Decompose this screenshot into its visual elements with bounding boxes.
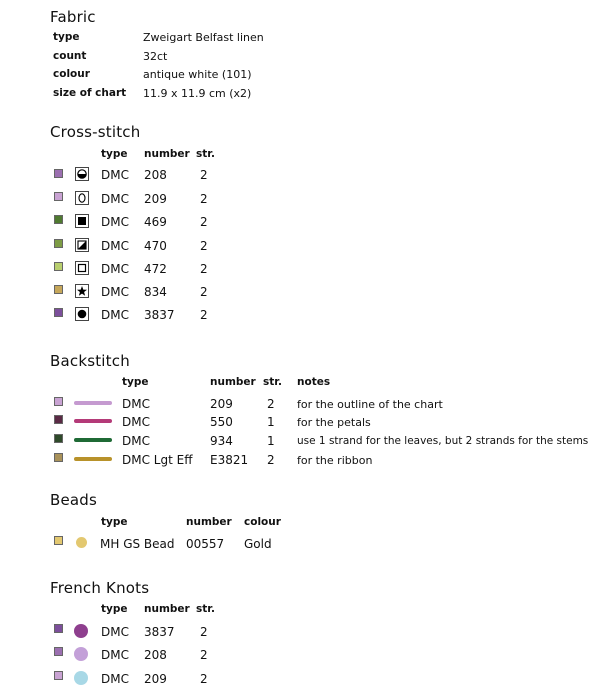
color-swatch bbox=[54, 262, 63, 271]
cross-stitch-col-strands: str. bbox=[196, 148, 215, 160]
thread-note: for the ribbon bbox=[297, 454, 373, 467]
color-swatch bbox=[54, 285, 63, 294]
thread-number: 834 bbox=[144, 285, 167, 299]
thread-type: DMC bbox=[101, 192, 129, 206]
beads-col-type: type bbox=[101, 516, 128, 528]
thread-strands: 2 bbox=[200, 168, 208, 182]
thread-strands: 1 bbox=[267, 434, 275, 448]
backstitch-line-sample bbox=[74, 438, 112, 442]
cross-stitch-col-type: type bbox=[101, 148, 128, 160]
color-swatch bbox=[54, 215, 63, 224]
color-swatch bbox=[54, 647, 63, 656]
backstitch-col-number: number bbox=[210, 376, 256, 388]
star-icon bbox=[75, 284, 89, 298]
thread-type: DMC bbox=[101, 625, 129, 639]
thread-strands: 2 bbox=[200, 192, 208, 206]
thread-strands: 2 bbox=[267, 453, 275, 467]
bead-type: MH GS Bead bbox=[100, 537, 175, 551]
fabric-label-colour: colour bbox=[53, 68, 90, 80]
thread-strands: 2 bbox=[200, 239, 208, 253]
backstitch-col-notes: notes bbox=[297, 376, 331, 388]
backstitch-line-sample bbox=[74, 457, 112, 461]
fabric-value-count: 32ct bbox=[143, 50, 168, 63]
filled-square-icon bbox=[75, 214, 89, 228]
french-knots-heading: French Knots bbox=[50, 579, 150, 597]
knot-icon bbox=[74, 647, 88, 661]
thread-strands: 2 bbox=[200, 308, 208, 322]
color-swatch bbox=[54, 434, 63, 443]
square-outline-icon bbox=[75, 261, 89, 275]
thread-number: E3821 bbox=[210, 453, 249, 467]
thread-strands: 2 bbox=[200, 262, 208, 276]
thread-strands: 2 bbox=[200, 648, 208, 662]
bead-icon bbox=[76, 537, 87, 548]
fabric-heading: Fabric bbox=[50, 8, 96, 26]
color-swatch bbox=[54, 415, 63, 424]
fabric-value-size: 11.9 x 11.9 cm (x2) bbox=[143, 87, 252, 100]
thread-type: DMC bbox=[122, 397, 150, 411]
beads-col-colour: colour bbox=[244, 516, 281, 528]
thread-number: 469 bbox=[144, 215, 167, 229]
thread-number: 208 bbox=[144, 168, 167, 182]
thread-number: 934 bbox=[210, 434, 233, 448]
color-swatch bbox=[54, 624, 63, 633]
color-swatch bbox=[54, 239, 63, 248]
filled-circle-icon bbox=[75, 307, 89, 321]
beads-col-number: number bbox=[186, 516, 232, 528]
thread-number: 470 bbox=[144, 239, 167, 253]
thread-note: use 1 strand for the leaves, but 2 strands for the stems bbox=[297, 435, 589, 447]
thread-type: DMC bbox=[101, 239, 129, 253]
thread-strands: 1 bbox=[267, 415, 275, 429]
thread-type: DMC bbox=[101, 648, 129, 662]
thread-strands: 2 bbox=[267, 397, 275, 411]
thread-type: DMC bbox=[101, 308, 129, 322]
backstitch-col-strands: str. bbox=[263, 376, 282, 388]
backstitch-line-sample bbox=[74, 419, 112, 423]
fabric-label-type: type bbox=[53, 31, 80, 43]
color-swatch bbox=[54, 192, 63, 201]
thread-number: 208 bbox=[144, 648, 167, 662]
color-swatch bbox=[54, 453, 63, 462]
thread-note: for the petals bbox=[297, 416, 371, 429]
thread-number: 550 bbox=[210, 415, 233, 429]
thread-strands: 2 bbox=[200, 625, 208, 639]
bead-colour: Gold bbox=[244, 537, 272, 551]
fabric-label-size: size of chart bbox=[53, 87, 127, 99]
french-knots-col-number: number bbox=[144, 603, 190, 615]
thread-number: 472 bbox=[144, 262, 167, 276]
thread-type: DMC bbox=[101, 285, 129, 299]
knot-icon bbox=[74, 624, 88, 638]
thread-strands: 2 bbox=[200, 672, 208, 686]
thread-note: for the outline of the chart bbox=[297, 398, 443, 411]
knot-icon bbox=[74, 671, 88, 685]
color-swatch bbox=[54, 671, 63, 680]
french-knots-col-strands: str. bbox=[196, 603, 215, 615]
backstitch-col-type: type bbox=[122, 376, 149, 388]
thread-strands: 2 bbox=[200, 285, 208, 299]
thread-number: 209 bbox=[210, 397, 233, 411]
oval-outline-icon bbox=[75, 191, 89, 205]
color-swatch bbox=[54, 169, 63, 178]
fabric-value-type: Zweigart Belfast linen bbox=[143, 31, 264, 44]
thread-number: 3837 bbox=[144, 625, 175, 639]
fabric-label-count: count bbox=[53, 50, 87, 62]
half-filled-square-icon bbox=[75, 238, 89, 252]
thread-number: 209 bbox=[144, 672, 167, 686]
bead-number: 00557 bbox=[186, 537, 225, 551]
thread-number: 3837 bbox=[144, 308, 175, 322]
thread-type: DMC bbox=[101, 215, 129, 229]
thread-type: DMC bbox=[122, 434, 150, 448]
color-swatch bbox=[54, 308, 63, 317]
thread-type: DMC bbox=[122, 415, 150, 429]
cross-stitch-heading: Cross-stitch bbox=[50, 123, 141, 141]
thread-type: DMC bbox=[101, 262, 129, 276]
cross-stitch-col-number: number bbox=[144, 148, 190, 160]
french-knots-col-type: type bbox=[101, 603, 128, 615]
backstitch-heading: Backstitch bbox=[50, 352, 130, 370]
thread-strands: 2 bbox=[200, 215, 208, 229]
half-circle-icon bbox=[75, 167, 89, 181]
thread-type: DMC bbox=[101, 168, 129, 182]
thread-type: DMC Lgt Eff bbox=[122, 453, 193, 467]
color-swatch bbox=[54, 397, 63, 406]
beads-heading: Beads bbox=[50, 491, 98, 509]
backstitch-line-sample bbox=[74, 401, 112, 405]
thread-type: DMC bbox=[101, 672, 129, 686]
thread-number: 209 bbox=[144, 192, 167, 206]
fabric-value-colour: antique white (101) bbox=[143, 68, 252, 81]
color-swatch bbox=[54, 536, 63, 545]
